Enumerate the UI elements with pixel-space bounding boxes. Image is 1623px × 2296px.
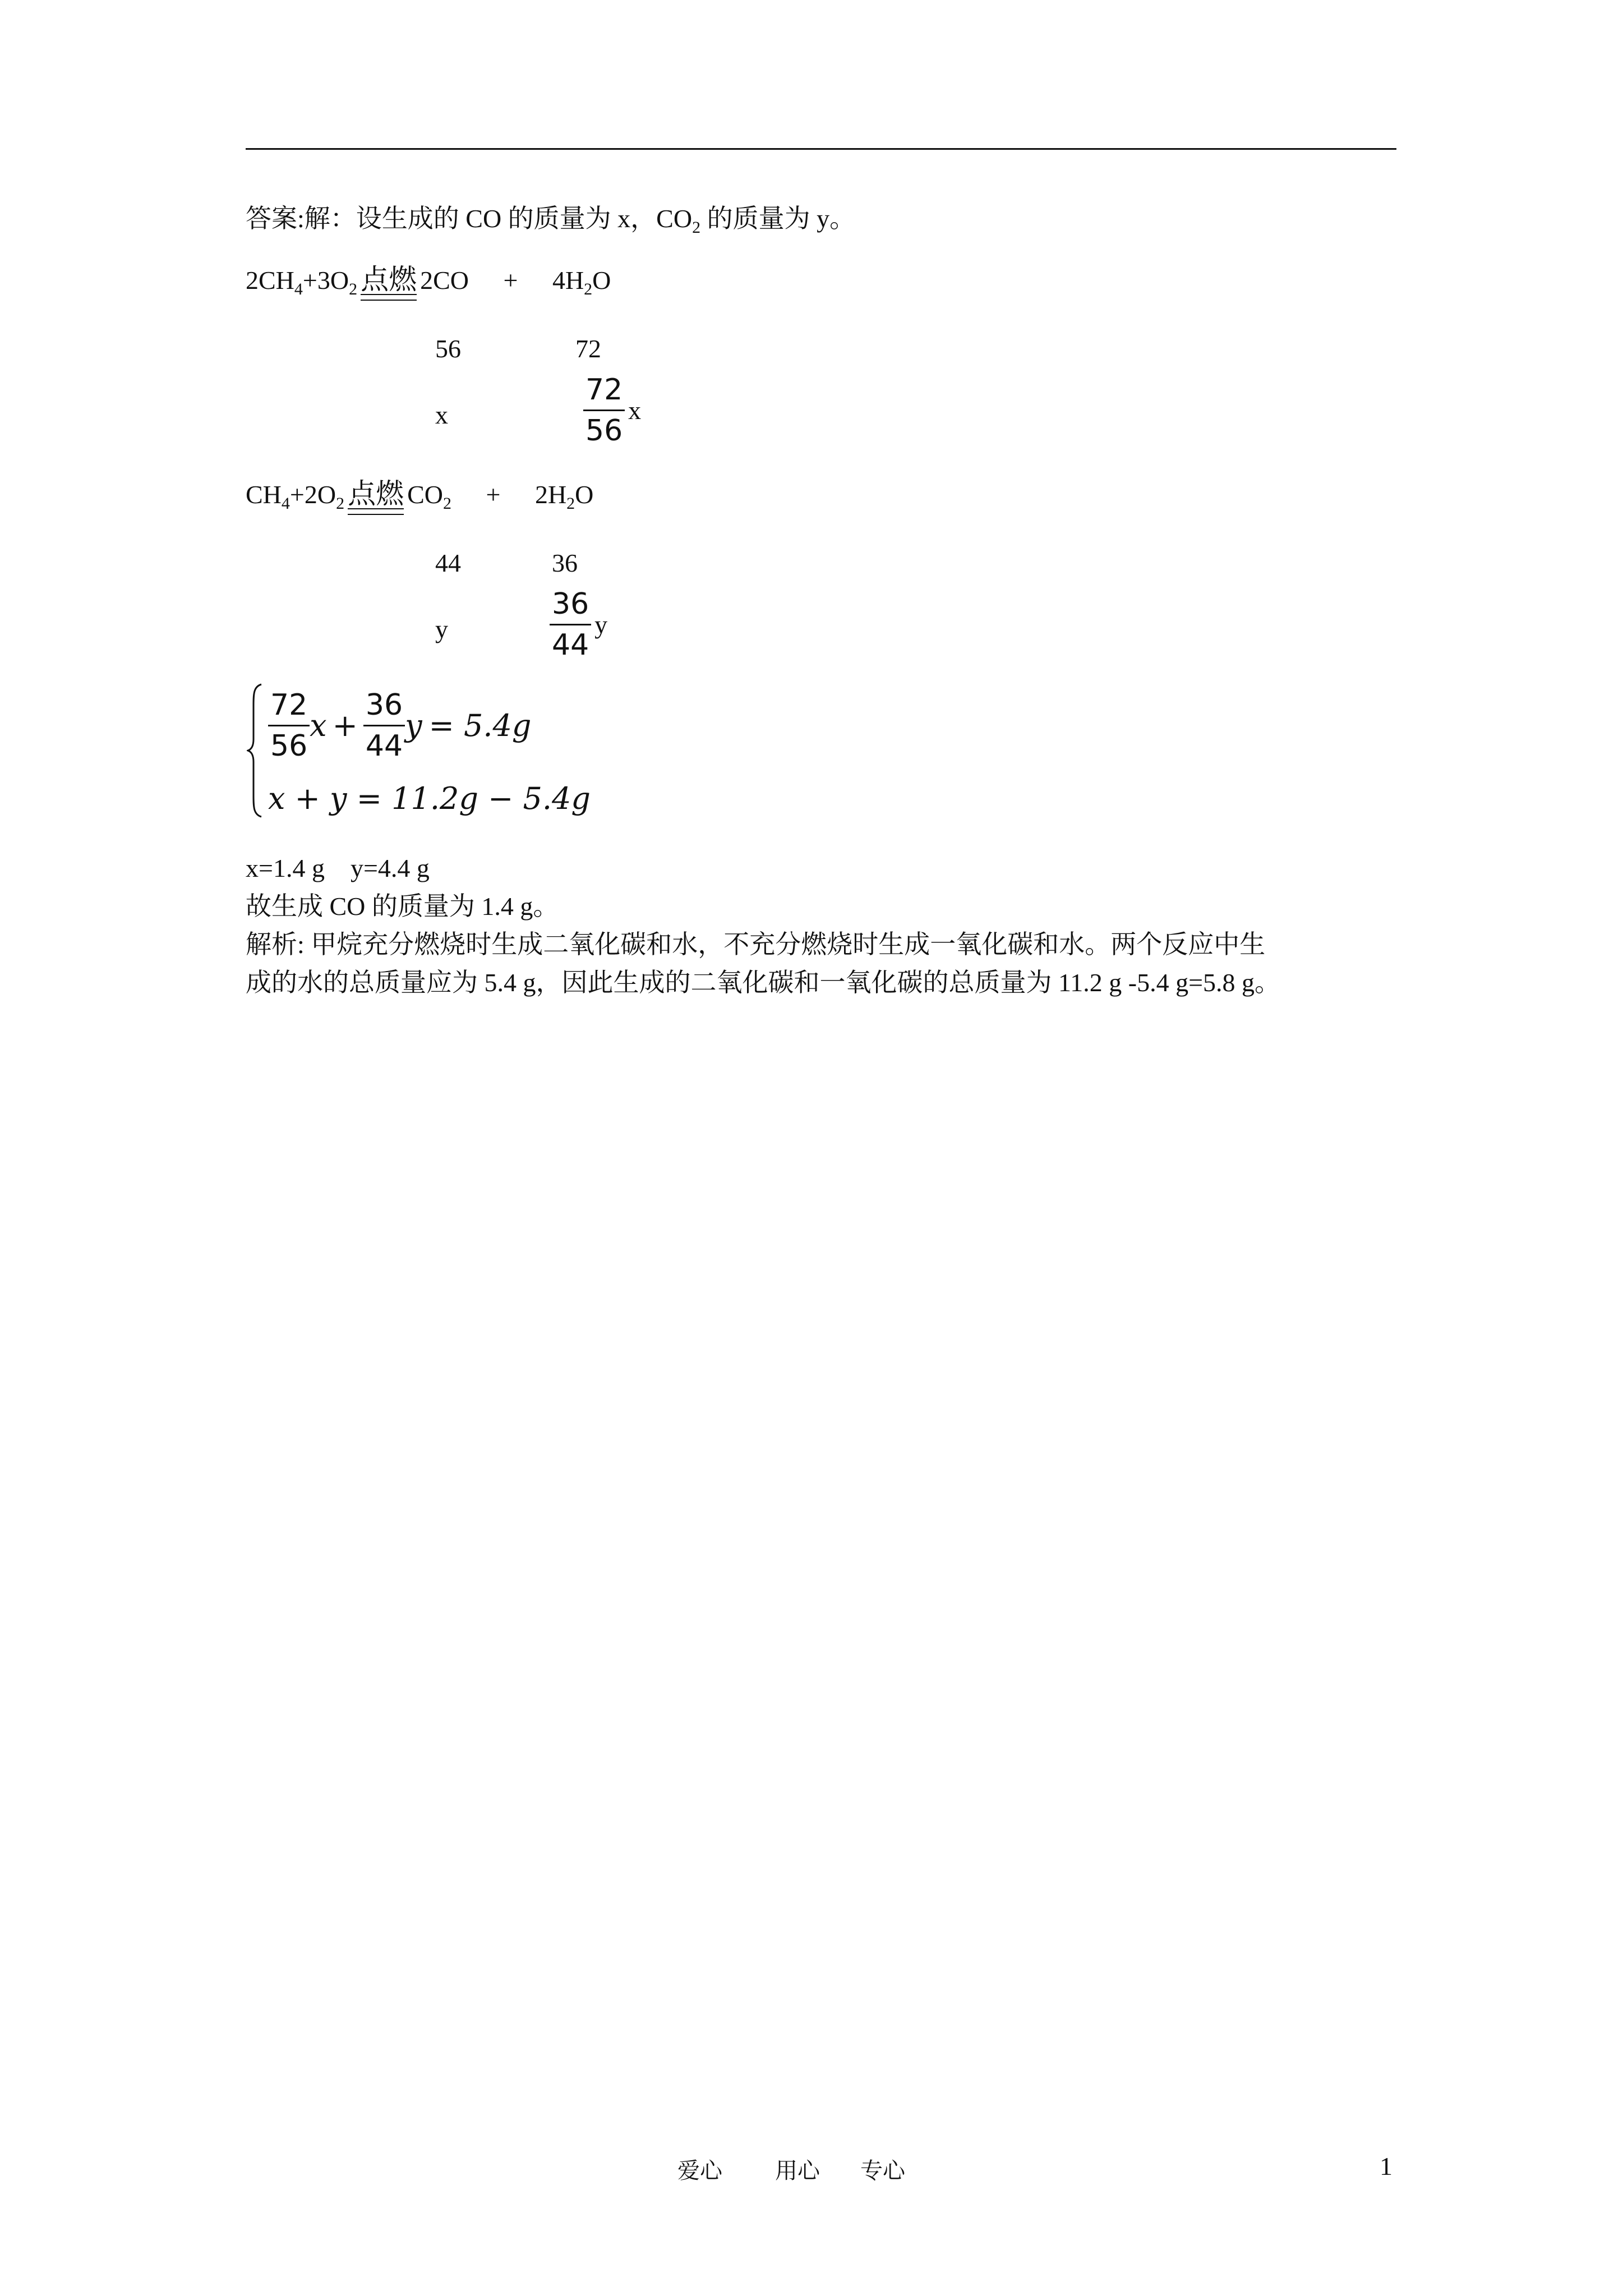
eq1-condition: 点燃 (361, 263, 417, 296)
eq2-var: y (435, 615, 448, 643)
footer-motto-1: 爱心 (677, 2158, 722, 2184)
solution-line: x=1.4 g y=4.4 g (246, 854, 430, 882)
sys-frac-1 (268, 688, 310, 763)
eq2-mass-1: 44 (435, 549, 461, 577)
answer-line: 答案:解：设生成的 CO 的质量为 x，$CO_2$ 的质量为 y。 (246, 204, 856, 237)
analysis-line-1: 解析: 甲烷充分燃烧时生成二氧化碳和水，不充分燃烧时生成一氧化碳和水。两个反应中生 (246, 930, 1266, 959)
sys-var-y: y (405, 708, 422, 743)
eq1-frac-var: x (628, 395, 642, 425)
sys-frac-1-num: 72 (268, 688, 310, 726)
eq2-frac-var: y (594, 610, 608, 639)
sys-row-1-rhs: = 5.4g (428, 708, 532, 743)
sys-frac-1-den: 56 (270, 729, 308, 763)
header-rule (246, 148, 1396, 150)
eq1-frac-den: 56 (585, 414, 623, 448)
eq1-fraction-term (583, 372, 641, 448)
eq2-reactants: $CH_4+2O_2$ (246, 480, 345, 513)
eq1-fraction (583, 372, 625, 448)
equation-2 (246, 477, 594, 513)
eq1-product-1: 2CO (420, 266, 469, 295)
sys-frac-2 (363, 688, 405, 763)
system-row-1 (268, 688, 531, 763)
eq2-product-2: $2H_2O$ (534, 480, 594, 513)
eq2-frac-den: 44 (552, 628, 589, 662)
sys-var-x: x (310, 708, 327, 743)
eq2-fraction-term (550, 587, 607, 662)
eq2-mass-2: 36 (552, 549, 578, 577)
sys-frac-2-den: 44 (365, 729, 403, 763)
system-row-2: x + y = 11.2g − 5.4g (268, 781, 591, 816)
eq2-fraction (550, 587, 591, 662)
system-brace (247, 683, 264, 818)
conclusion-line: 故生成 CO 的质量为 1.4 g。 (246, 892, 559, 921)
eq1-reactants: $2CH_4+3O_2$ (246, 266, 358, 298)
analysis-line-2: 成的水的总质量应为 5.4 g，因此生成的二氧化碳和一氧化碳的总质量为 11.2 g -5.4 g=5.8 g。 (246, 968, 1281, 997)
footer-motto-3: 专心 (860, 2158, 905, 2184)
eq2-product-1: $CO_2$ (407, 480, 451, 513)
eq2-plus: + (486, 480, 501, 509)
eq2-condition: 点燃 (348, 477, 404, 510)
eq1-plus: + (503, 266, 518, 295)
eq1-var: x (435, 401, 448, 429)
page-number: 1 (1380, 2152, 1393, 2180)
eq1-mass-2: 72 (575, 334, 601, 363)
eq2-frac-num: 36 (550, 587, 591, 625)
eq1-product-2: $4H_2O$ (552, 266, 611, 298)
equation-1 (246, 264, 611, 296)
footer-motto-2: 用心 (775, 2158, 820, 2184)
eq1-frac-num: 72 (583, 372, 625, 411)
eq1-mass-1: 56 (435, 334, 461, 363)
sys-frac-2-num: 36 (363, 688, 405, 726)
sys-plus: + (332, 708, 358, 743)
